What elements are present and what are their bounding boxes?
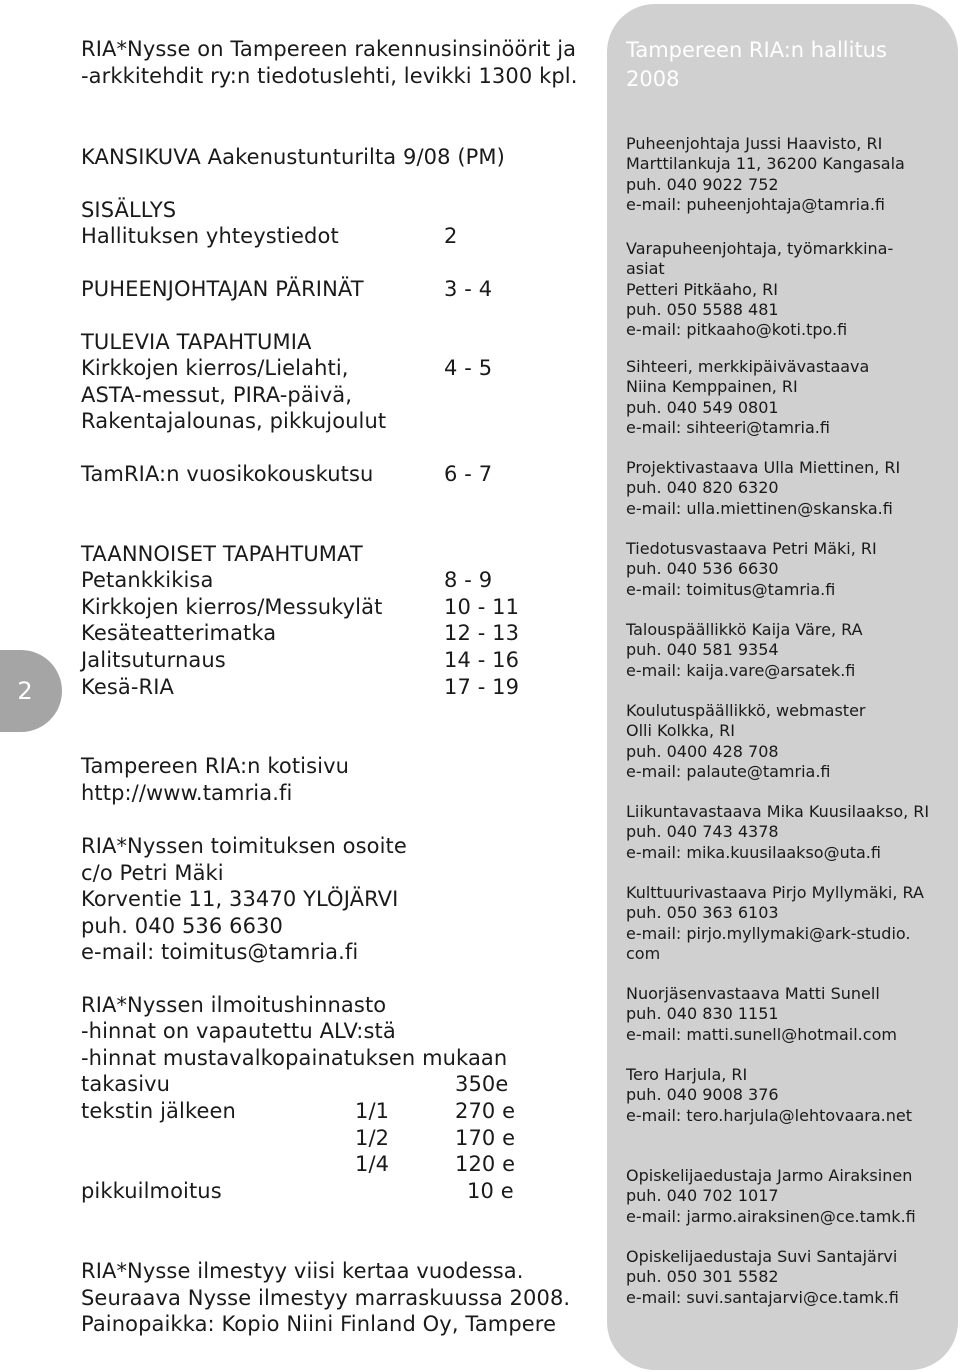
publication-footer — [81, 1258, 570, 1338]
cover-caption: KANSIKUVA Aakenustunturilta 9/08 (PM) — [81, 145, 505, 169]
price-value: 270 e — [455, 1099, 516, 1123]
toc-item: Kesä-RIA — [81, 675, 174, 699]
toc-item: Jalitsuturnaus — [81, 648, 226, 672]
member-email[interactable]: e-mail: suvi.santajarvi@ce.tamk.fi — [626, 1287, 899, 1307]
masthead — [81, 36, 577, 89]
board-member — [626, 239, 893, 340]
toc-item: Hallituksen yhteystiedot — [81, 224, 339, 248]
price-label: tekstin jälkeen — [81, 1099, 236, 1123]
member-email[interactable]: e-mail: tero.harjula@lehtovaara.net — [626, 1105, 912, 1125]
board-member — [626, 1166, 916, 1227]
board-member — [626, 701, 866, 782]
toc-page: 8 - 9 — [444, 568, 493, 592]
footer-line: Painopaikka: Kopio Niini Finland Oy, Tampere — [81, 1312, 557, 1336]
board-member — [626, 539, 877, 600]
masthead-line: RIA*Nysse on Tampereen rakennusinsinöörit ja — [81, 37, 577, 61]
homepage-block — [81, 753, 349, 806]
homepage-link[interactable]: http://www.tamria.fi — [81, 780, 293, 805]
member-email[interactable]: e-mail: ulla.miettinen@skanska.fi — [626, 498, 893, 518]
price-value: 10 e — [467, 1179, 514, 1203]
member-email[interactable]: e-mail: palaute@tamria.fi — [626, 761, 831, 781]
member-line: Kulttuurivastaava Pirjo Myllymäki, RA — [626, 883, 924, 902]
member-email[interactable]: e-mail: kaija.vare@arsatek.fi — [626, 660, 856, 680]
footer-line: Seuraava Nysse ilmestyy marraskuussa 2008. — [81, 1285, 571, 1310]
page-number: 2 — [17, 677, 33, 705]
board-member — [626, 620, 863, 681]
member-line: Opiskelijaedustaja Jarmo Airaksinen — [626, 1166, 913, 1185]
member-line: Niina Kemppainen, RI — [626, 377, 798, 397]
member-line: puh. 040 9008 376 — [626, 1085, 779, 1105]
board-member — [626, 883, 924, 964]
member-line: Sihteeri, merkkipäivävastaava — [626, 357, 870, 376]
member-line: puh. 050 5588 481 — [626, 299, 779, 319]
member-email[interactable]: e-mail: matti.sunell@hotmail.com — [626, 1024, 897, 1044]
member-line: Nuorjäsenvastaava Matti Sunell — [626, 984, 880, 1003]
member-email[interactable]: e-mail: mika.kuusilaakso@uta.fi — [626, 842, 881, 862]
member-line: Olli Kolkka, RI — [626, 721, 736, 741]
board-member — [626, 458, 900, 519]
pricing-note: -hinnat mustavalkopainatuksen mukaan — [81, 1046, 508, 1070]
price-value: 350e — [455, 1072, 509, 1096]
price-value: 120 e — [455, 1152, 516, 1176]
member-line: puh. 040 536 6630 — [626, 559, 779, 579]
member-line: puh. 040 581 9354 — [626, 640, 779, 660]
member-line: puh. 0400 428 708 — [626, 741, 779, 761]
member-line: Opiskelijaedustaja Suvi Santajärvi — [626, 1247, 898, 1266]
member-line: puh. 040 820 6320 — [626, 478, 779, 498]
toc-item: TULEVIA TAPAHTUMIA — [81, 330, 312, 354]
board-member — [626, 134, 905, 215]
toc-page: 4 - 5 — [444, 356, 493, 380]
masthead-line: -arkkitehdit ry:n tiedotuslehti, levikki 1300 kpl. — [81, 63, 578, 88]
editorial-address — [81, 833, 407, 966]
toc-page: 3 - 4 — [444, 277, 493, 301]
toc-item: TamRIA:n vuosikokouskutsu — [81, 462, 374, 486]
editorial-line: puh. 040 536 6630 — [81, 913, 283, 938]
toc-item: TAANNOISET TAPAHTUMAT — [81, 542, 363, 566]
board-member — [626, 984, 897, 1045]
member-line: Puheenjohtaja Jussi Haavisto, RI — [626, 134, 883, 153]
board-year: 2008 — [626, 67, 680, 91]
member-line: Marttilankuja 11, 36200 Kangasala — [626, 154, 905, 174]
board-title: Tampereen RIA:n hallitus — [626, 38, 887, 62]
member-email[interactable]: e-mail: pirjo.myllymaki@ark-studio. — [626, 923, 911, 943]
toc-item: Kirkkojen kierros/Lielahti, — [81, 356, 349, 380]
toc-item: ASTA-messut, PIRA-päivä, — [81, 383, 353, 407]
member-line: puh. 050 363 6103 — [626, 903, 779, 923]
member-email[interactable]: e-mail: toimitus@tamria.fi — [626, 579, 836, 599]
pricing-title: RIA*Nyssen ilmoitushinnasto — [81, 993, 387, 1017]
footer-line: RIA*Nysse ilmestyy viisi kertaa vuodessa. — [81, 1259, 524, 1283]
member-line: Projektivastaava Ulla Miettinen, RI — [626, 458, 901, 477]
member-line: Varapuheenjohtaja, työmarkkina- — [626, 239, 894, 258]
member-line: Koulutuspäällikkö, webmaster — [626, 701, 866, 720]
price-label: takasivu — [81, 1072, 171, 1096]
member-line: Tiedotusvastaava Petri Mäki, RI — [626, 539, 877, 558]
editorial-email[interactable]: e-mail: toimitus@tamria.fi — [81, 940, 359, 964]
member-line: puh. 040 702 1017 — [626, 1186, 779, 1206]
member-email[interactable]: e-mail: pitkaaho@koti.tpo.fi — [626, 320, 848, 340]
toc-page: 6 - 7 — [444, 462, 493, 486]
board-member — [626, 802, 929, 863]
price-size: 1/4 — [355, 1152, 390, 1176]
toc-title: SISÄLLYS — [81, 198, 177, 222]
board-member — [626, 357, 869, 438]
board-member — [626, 1065, 912, 1126]
toc-page: 17 - 19 — [444, 675, 520, 699]
toc-item: Rakentajalounas, pikkujoulut — [81, 409, 387, 433]
editorial-line: RIA*Nyssen toimituksen osoite — [81, 834, 407, 858]
member-line: puh. 040 549 0801 — [626, 397, 779, 417]
price-size: 1/1 — [355, 1099, 390, 1123]
price-size: 1/2 — [355, 1126, 390, 1150]
toc-page: 2 — [444, 224, 458, 248]
member-line: Liikuntavastaava Mika Kuusilaakso, RI — [626, 802, 930, 821]
member-line: Petteri Pitkäaho, RI — [626, 279, 778, 299]
member-email[interactable]: e-mail: sihteeri@tamria.fi — [626, 417, 830, 437]
member-line: Talouspäällikkö Kaija Väre, RA — [626, 620, 863, 639]
member-line: puh. 040 743 4378 — [626, 822, 779, 842]
member-line: asiat — [626, 259, 665, 279]
member-line: Tero Harjula, RI — [626, 1065, 748, 1084]
member-line: puh. 040 9022 752 — [626, 174, 779, 194]
member-line: puh. 050 301 5582 — [626, 1267, 779, 1287]
price-label: pikkuilmoitus — [81, 1179, 222, 1203]
toc-item: Kirkkojen kierros/Messukylät — [81, 595, 383, 619]
member-email[interactable]: e-mail: jarmo.airaksinen@ce.tamk.fi — [626, 1206, 916, 1226]
board-heading — [626, 36, 887, 94]
price-value: 170 e — [455, 1126, 516, 1150]
toc-item: Petankkikisa — [81, 568, 214, 592]
board-member — [626, 1247, 899, 1308]
member-email[interactable]: com — [626, 943, 661, 963]
editorial-line: Korventie 11, 33470 YLÖJÄRVI — [81, 887, 399, 911]
toc-page: 10 - 11 — [444, 595, 520, 619]
toc-page: 14 - 16 — [444, 648, 520, 672]
toc-page: 12 - 13 — [444, 621, 520, 645]
member-email[interactable]: e-mail: puheenjohtaja@tamria.fi — [626, 194, 885, 214]
toc-item: PUHEENJOHTAJAN PÄRINÄT — [81, 277, 364, 301]
editorial-line: c/o Petri Mäki — [81, 860, 224, 885]
homepage-label: Tampereen RIA:n kotisivu — [81, 754, 350, 778]
member-line: puh. 040 830 1151 — [626, 1004, 779, 1024]
pricing-note: -hinnat on vapautettu ALV:stä — [81, 1019, 396, 1043]
toc-item: Kesäteatterimatka — [81, 621, 277, 645]
